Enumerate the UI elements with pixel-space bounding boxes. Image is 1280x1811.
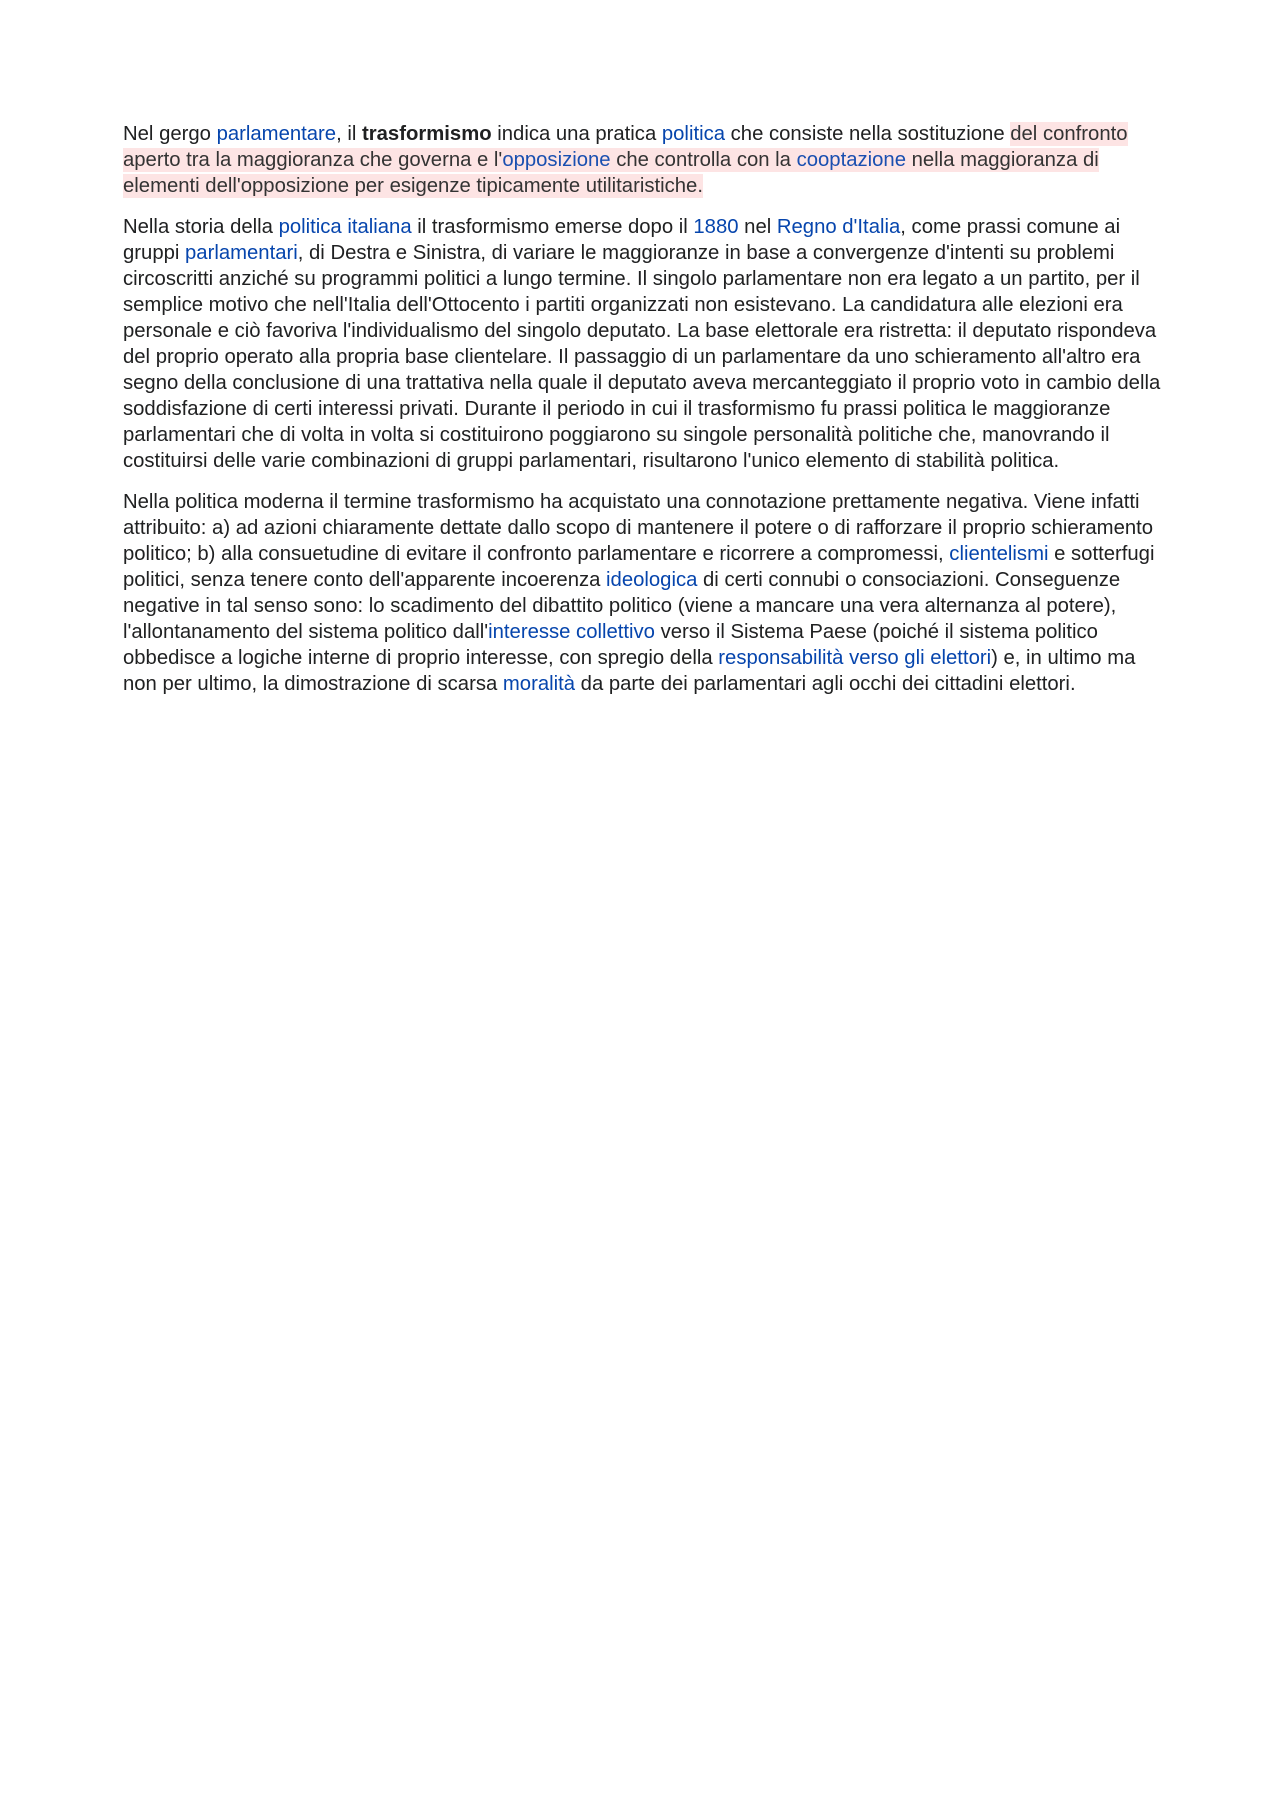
link-1880[interactable]: 1880 (693, 216, 739, 238)
text-run: verso il Sistema Paese (poiché il sistema politico obbedisce a logiche interne di proprio interesse, con spregio della (123, 621, 1098, 669)
text-run: Nel gergo (123, 123, 217, 145)
link-interesse-collettivo[interactable]: interesse collettivo (488, 621, 655, 643)
text-run: nella maggioranza di elementi dell'opposizione per esigenze tipicamente utilitaristiche. (123, 149, 1099, 197)
link-moralita[interactable]: moralità (502, 673, 576, 695)
link-regno-d-italia[interactable]: Regno d'Italia (776, 216, 901, 238)
text-run: Nella politica moderna il termine trasformismo ha acquistato una connotazione prettamente negativa. Viene infatti attribuito: a) ad azioni chiaramente dettate dallo scopo di mantenere il potere o di rafforzare il proprio schieramento politico; b) alla consuetudine di evitare il confronto parlamentare e ricorrere a compromessi, (123, 491, 1154, 565)
text-run: da parte dei parlamentari agli occhi dei cittadini elettori. (575, 673, 1076, 695)
text-run: ) e, in ultimo ma non per ultimo, la dimostrazione di scarsa (123, 647, 1136, 695)
paragraph-intro (123, 121, 1173, 199)
link-cooptazione[interactable]: cooptazione (796, 149, 906, 171)
link-politica-italiana[interactable]: politica italiana (278, 216, 412, 238)
text-run: di certi connubi o consociazioni. Conseguenze negative in tal senso sono: lo scadimento del dibattito politico (viene a mancare una vera alternanza al potere), l'allontanamento del sistema politico dall' (123, 569, 1121, 643)
article-body (123, 121, 1173, 712)
paragraph-history (123, 214, 1173, 474)
text-run: che controlla con la (610, 149, 797, 171)
link-responsabilita-verso-gli-elettori[interactable]: responsabilità verso gli elettori (718, 647, 992, 669)
link-politica[interactable]: politica (661, 123, 726, 145)
text-run: Nella storia della (123, 216, 279, 238)
text-run: del confronto aperto tra la maggioranza che governa e l' (123, 123, 1128, 171)
paragraph-modern (123, 489, 1173, 697)
link-clientelismi[interactable]: clientelismi (949, 543, 1049, 565)
link-parlamentari[interactable]: parlamentari (185, 242, 298, 264)
link-opposizione[interactable]: opposizione (502, 149, 611, 171)
text-run: , il (336, 123, 362, 145)
term-trasformismo: trasformismo (362, 123, 492, 145)
text-run: che consiste nella sostituzione (725, 123, 1011, 145)
link-ideologica[interactable]: ideologica (606, 569, 698, 591)
text-run: indica una pratica (491, 123, 662, 145)
text-run: e sotterfugi politici, senza tenere conto dell'apparente incoerenza (123, 543, 1155, 591)
text-run: il trasformismo emerse dopo il (411, 216, 694, 238)
text-run: , di Destra e Sinistra, di variare le maggioranze in base a convergenze d'intenti su problemi circoscritti anziché su programmi politici a lungo termine. Il singolo parlamentare non era legato a un partito, per il semplice motivo che nell'Italia dell'Ottocento i partiti organizzati non esistevano. La candidatura alle elezioni era personale e ciò favoriva l'individualismo del singolo deputato. La base elettorale era ristretta: il deputato rispondeva del proprio operato alla propria base clientelare. Il passaggio di un parlamentare da uno schieramento all'altro era segno della conclusione di una trattativa nella quale il deputato aveva mercanteggiato il proprio voto in cambio della soddisfazione di certi interessi privati. Durante il periodo in cui il trasformismo fu prassi politica le maggioranze parlamentari che di volta in volta si costituirono poggiarono su singole personalità politiche che, manovrando il costituirsi delle varie combinazioni di gruppi parlamentari, risultarono l'unico elemento di stabilità politica. (123, 242, 1161, 472)
link-parlamentare[interactable]: parlamentare (216, 123, 337, 145)
text-run: , come prassi comune ai gruppi (123, 216, 1121, 264)
text-run: nel (738, 216, 777, 238)
